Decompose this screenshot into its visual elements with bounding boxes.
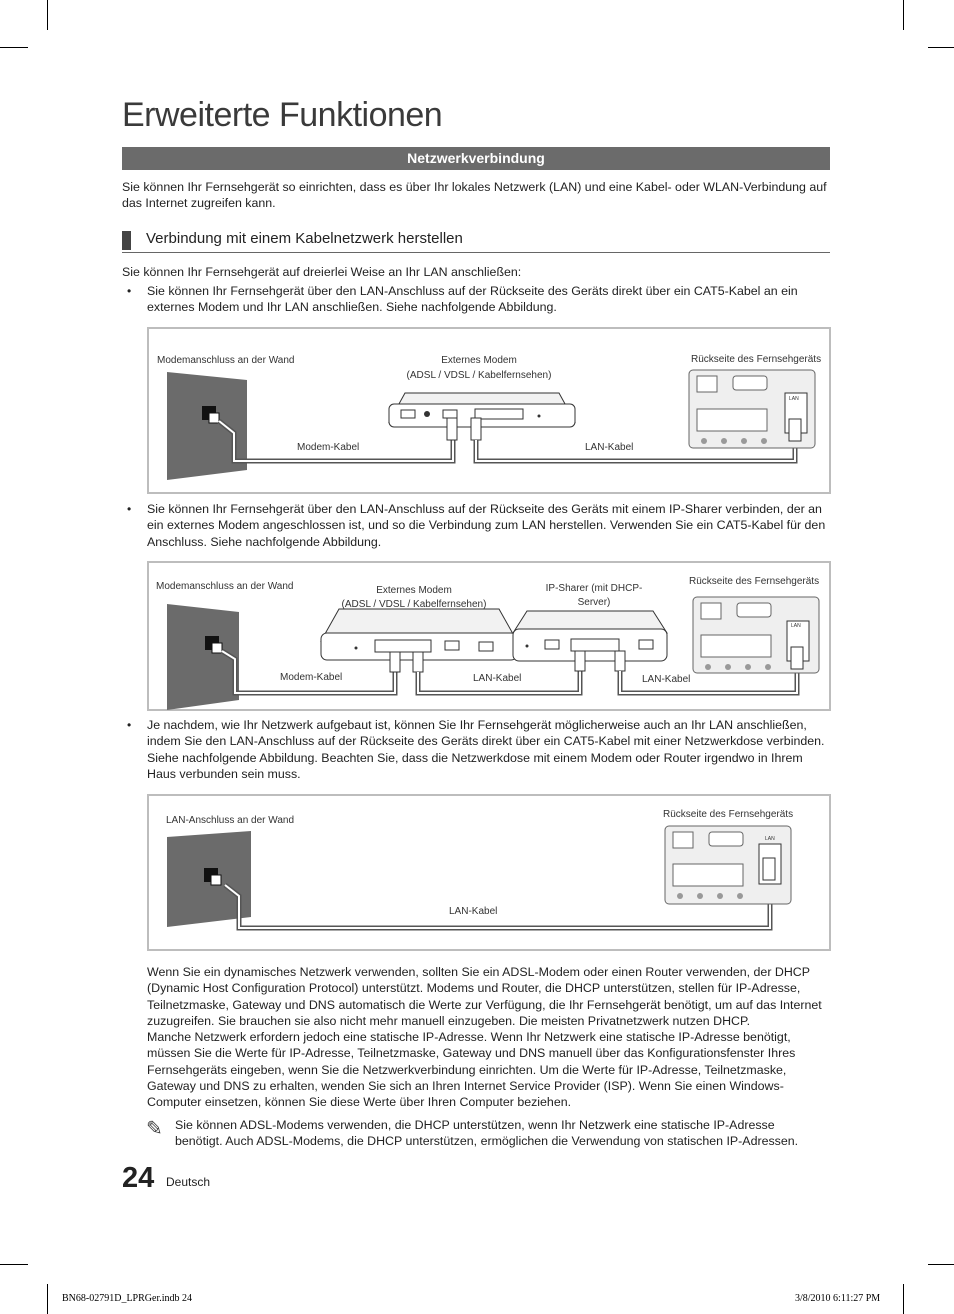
- sharer-label: IP-Sharer (mit DHCP-: [545, 583, 643, 594]
- section-bar: Netzwerkverbindung: [122, 147, 830, 170]
- lan-port-label: LAN: [765, 836, 775, 842]
- intro-text: Sie können Ihr Fernsehgerät so einrichten, dass es über Ihr lokales Netzwerk (LAN) und eine Kabel- oder WLAN-Verbindung auf das Internet zugreifen kann.: [122, 180, 827, 211]
- page-title: Erweiterte Funktionen: [122, 96, 443, 134]
- lan-cable-label: LAN-Kabel: [585, 442, 634, 453]
- tv-rear-label: Rückseite des Fernsehgeräts: [691, 354, 822, 365]
- lan-cable-label: LAN-Kabel: [473, 673, 522, 684]
- bullet-2: Sie können Ihr Fernsehgerät über den LAN-Anschluss auf der Rückseite des Geräts mit einem IP-Sharer verbinden, der an ein externes Modem angeschlossen ist, und so die Verbindung zum LAN herstellen. Verwenden Sie ein CAT5-Kabel für den Anschluss. Siehe nachfolgende Abbildung.: [147, 502, 826, 549]
- modem-type-label: (ADSL / VDSL / Kabelfernsehen): [341, 599, 487, 610]
- lan-port-label: LAN: [789, 396, 799, 402]
- bullet-3: Je nachdem, wie Ihr Netzwerk aufgebaut ist, können Sie Ihr Fernsehgerät möglicherweise auch an Ihr LAN anschließen, indem Sie den LAN-Anschluss auf der Rückseite des Geräts direkt über ein CAT5-Kabel mit einer Netzwerkdose verbinden. Siehe nachfolgende Abbildung. Beachten Sie, dass die Netzwerkdose mit einem Modem oder Router irgendwo in Ihrem Haus verbunden sein muss.: [147, 718, 825, 781]
- bullet-dot: •: [127, 718, 132, 732]
- note-text: Sie können ADSL-Modems verwenden, die DHCP unterstützen, wenn Ihr Netzwerk eine statische IP-Adresse benötigt. Auch ADSL-Modems, die DHCP unterstützen, ermöglichen die Verwendung von statischen IP-Adressen.: [175, 1118, 799, 1149]
- wall-label: LAN-Anschluss an der Wand: [166, 815, 295, 826]
- bullet-dot: •: [127, 502, 132, 516]
- diagram-wall-lan: [147, 794, 831, 951]
- diagram-ip-sharer: [147, 561, 831, 711]
- heading-rule: [122, 252, 830, 253]
- modem-label: Externes Modem: [441, 355, 517, 366]
- bullet-dot: •: [127, 284, 132, 298]
- bullet-1: Sie können Ihr Fernsehgerät über den LAN-Anschluss auf der Rückseite des Geräts direkt über ein CAT5-Kabel an ein externes Modem und Ihr LAN anschließen. Siehe nachfolgende Abbildung.: [147, 284, 798, 315]
- modem-cable-label: Modem-Kabel: [280, 672, 343, 683]
- lead-text: Sie können Ihr Fernsehgerät auf dreierlei Weise an Ihr LAN anschließen:: [122, 265, 522, 279]
- page-language: Deutsch: [166, 1175, 211, 1189]
- page-number: 24: [122, 1162, 155, 1194]
- body-paragraph: Wenn Sie ein dynamisches Netzwerk verwenden, sollten Sie ein ADSL-Modem oder einen Router verwenden, der DHCP (Dynamic Host Configuration Protocol) unterstützt. Modems und Router, die DHCP unterstützen, stellen für IP-Adresse, Teilnetzmaske, Gateway und DNS automatisch die Werte zur Verfügung, die Ihr Fernsehgerät benötigt, um auf das Internet zuzugreifen. Sie brauchen sie also nicht mehr manuell einzugeben. Die meisten Privatnetzwerk nutzen DHCP. Manche Netzwerk erfordern jedoch eine statische IP-Adresse. Wenn Ihr Netzwerk eine statische IP-Adresse benötigt, müssen Sie die Werte für IP-Adresse, Teilnetzmaske, Gateway und DNS manuell über das Konfigurationsfenster Ihres Fernsehgeräts eingeben, wenn Sie die Netzwerkverbindung einrichten. Um die Werte für IP-Adresse, Teilnetzmaske, Gateway und DNS zu erhalten, wenden Sie sich an Ihren Internet Service Provider (ISP). Wenn Sie einen Windows- Computer einsetzen, können Sie diese Werte über Ihren Computer beziehen.: [147, 965, 822, 1110]
- sharer-label-2: Server): [577, 597, 611, 608]
- lan-cable-label-2: LAN-Kabel: [642, 674, 691, 685]
- wall-label: Modemanschluss an der Wand: [156, 581, 294, 592]
- modem-cable-label: Modem-Kabel: [297, 442, 360, 453]
- modem-type-label: (ADSL / VDSL / Kabelfernsehen): [406, 370, 552, 381]
- heading-marker: [122, 231, 131, 250]
- note-pencil-icon: ✎: [146, 1118, 163, 1140]
- diagram-direct-modem: [147, 327, 831, 494]
- modem-label: Externes Modem: [376, 585, 452, 596]
- lan-cable-label: LAN-Kabel: [449, 906, 498, 917]
- lan-port-label: LAN: [791, 623, 801, 629]
- slug-date: 3/8/2010 6:11:27 PM: [795, 1293, 881, 1304]
- wall-label: Modemanschluss an der Wand: [157, 355, 295, 366]
- subheading: Verbindung mit einem Kabelnetzwerk herstellen: [146, 230, 463, 247]
- tv-rear-label: Rückseite des Fernsehgeräts: [663, 809, 794, 820]
- slug-filename: BN68-02791D_LPRGer.indb 24: [62, 1293, 192, 1304]
- tv-rear-label: Rückseite des Fernsehgeräts: [689, 576, 820, 587]
